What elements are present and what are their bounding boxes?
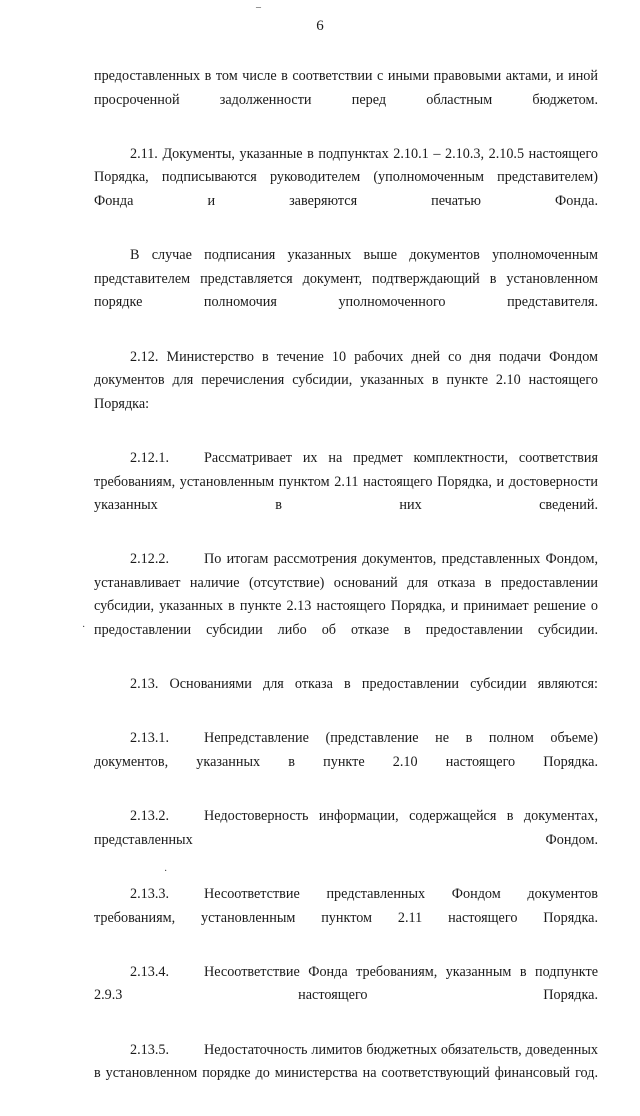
paragraph: 2.11. Документы, указанные в подпунктах 2.10.1 – 2.10.3, 2.10.5 настоящего Порядка, подписываются руководителем (уполномоченным представителем) Фонда и заверяются печатью Фонда. xyxy=(94,145,598,209)
paragraph-number: 2.13.2. xyxy=(130,808,170,825)
paragraph-number: 2.13.5. xyxy=(130,1041,170,1058)
paragraph-number: 2.12.2. xyxy=(130,551,170,568)
numbered-paragraph: 2.13.3. Несоответствие представленных Фондом документов требованиям, установленным пунктом 2.11 настоящего Порядка. xyxy=(94,883,598,954)
numbered-paragraph: 2.12.2. По итогам рассмотрения документов, представленных Фондом, устанавливает наличие (отсутствие) оснований для отказа в предоставлении субсидии, указанных в пункте 2.13 настоящего Порядка, и принимает решение о предоставлении субсидии либо об отказе в предоставлении субсидии. xyxy=(94,548,598,666)
numbered-paragraph: 2.13.2. Недостоверность информации, содержащейся в документах, представленных Фондом. xyxy=(94,805,598,876)
numbered-paragraph: 2.12.1. Рассматривает их на предмет комплектности, соответствия требованиям, установленным пунктом 2.11 настоящего Порядка, и достоверности указанных в них сведений. xyxy=(94,447,598,541)
numbered-paragraph: 2.13.1. Непредставление (представление не в полном объеме) документов, указанных в пункте 2.10 настоящего Порядка. xyxy=(94,727,598,798)
page-number: 6 xyxy=(316,18,324,34)
scan-speck: – xyxy=(256,2,261,13)
paragraph-number: 2.13.3. xyxy=(130,886,170,902)
paragraph-number: 2.12.1. xyxy=(130,449,170,466)
numbered-paragraph: 2.13.5. Недостаточность лимитов бюджетных обязательств, доведенных в установленном порядке до министерства на соответствующий финансовый год. xyxy=(94,1039,598,1110)
paragraph: 2.13. Основаниями для отказа в предоставлении субсидии являются: xyxy=(130,676,598,693)
paragraph-number: 2.13.1. xyxy=(130,730,170,747)
scan-speck: · xyxy=(82,622,86,633)
document-body xyxy=(94,65,598,1116)
numbered-paragraph: 2.13.4. Несоответствие Фонда требованиям, указанным в подпункте 2.9.3 настоящего Порядка. xyxy=(94,961,598,1032)
paragraph-number: 2.13.4. xyxy=(130,963,170,980)
paragraph: В случае подписания указанных выше документов уполномоченным представителем представляется документ, подтверждающий в установленном порядке полномочия уполномоченного представителя. xyxy=(94,247,598,311)
paragraph: предоставленных в том числе в соответствии с иными правовыми актами, и иной просроченной задолженности перед областным бюджетом. xyxy=(94,68,598,108)
paragraph: 2.12. Министерство в течение 10 рабочих дней со дня подачи Фондом документов для перечисления субсидии, указанных в пункте 2.10 настоящего Порядка: xyxy=(94,348,598,412)
scan-speck: · xyxy=(164,866,168,877)
